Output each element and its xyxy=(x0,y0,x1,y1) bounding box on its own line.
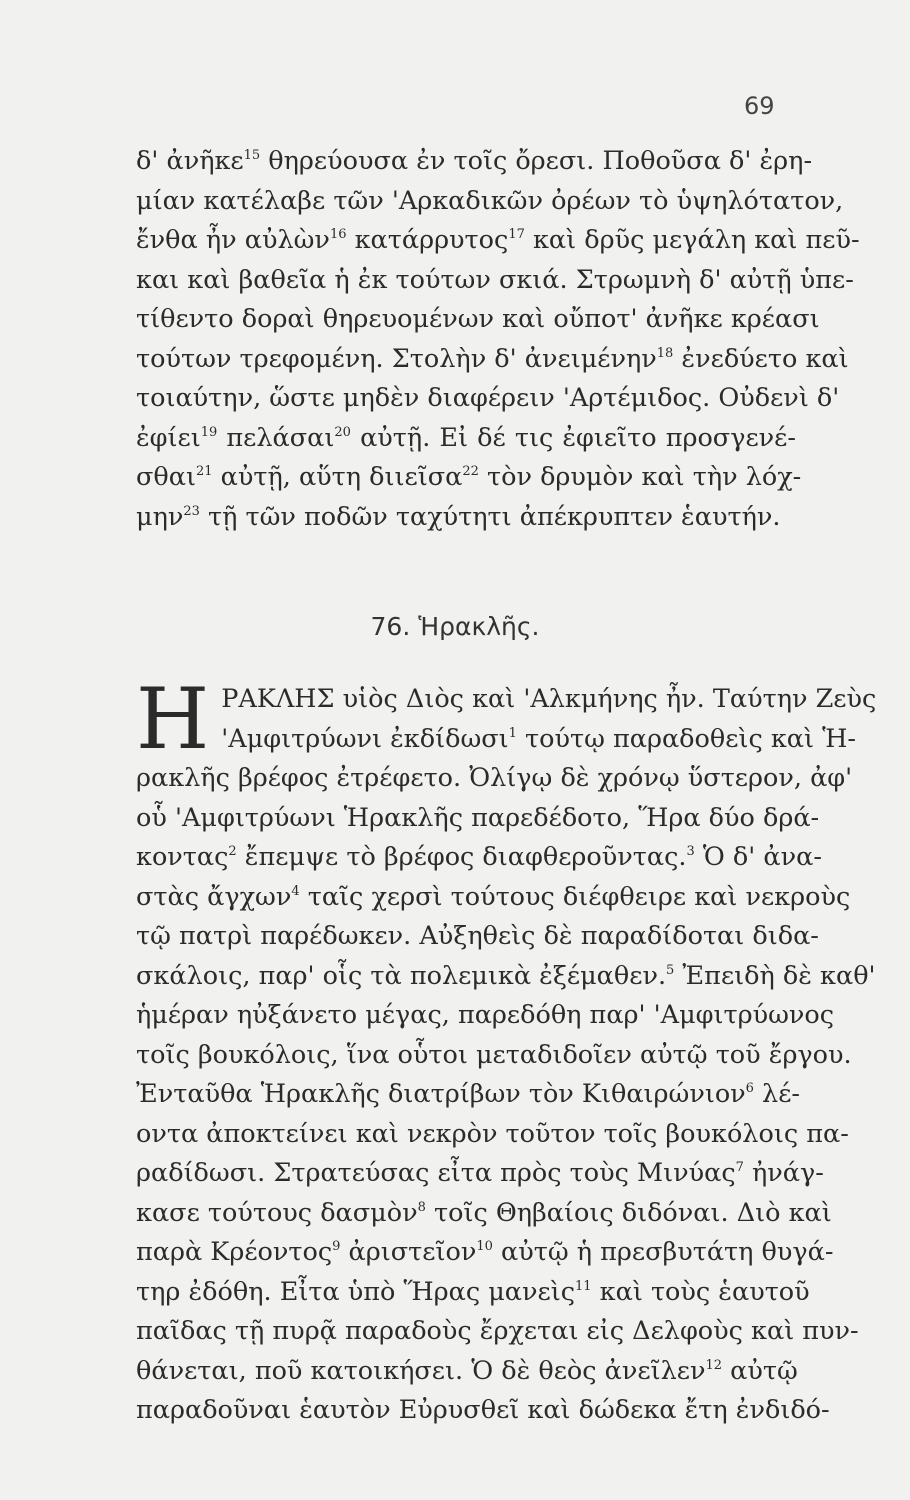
footnote-ref: 12 xyxy=(705,1357,723,1373)
footnote-ref: 5 xyxy=(666,962,675,978)
text-line: ἐφίει$^{19}$ πελάσαι$^{20}$ αὐτῇ. Εἰ δέ τις ἐφιεῖτο προσγενέ- xyxy=(136,422,796,453)
footnote-ref: 11 xyxy=(575,1278,592,1294)
text-line: σθαι$^{21}$ αὐτῇ, αὕτη διιεῖσα$^{22}$ τὸν δρυμὸν καὶ τὴν λόχ- xyxy=(136,462,802,492)
text-line: τοιαύτην, ὥστε μηδὲν διαφέρειν 'Αρτέμιδος. Οὐδενὶ δ' xyxy=(136,383,840,413)
text-line: μίαν κατέλαβε τῶν 'Αρκαδικῶν ὀρέων τὸ ὑψηλότατον, xyxy=(136,185,844,216)
footnote-ref: 21 xyxy=(195,464,213,479)
text-line: σκάλοις, παρ' οἷς τὰ πολεμικὰ ἐξέμαθεν.$^5$ Ἐπειδὴ δὲ καθ' xyxy=(136,960,876,991)
text-line: οντα ἀποκτείνει καὶ νεκρὸν τοῦτον τοῖς βουκόλοις πα- xyxy=(136,1118,849,1149)
text-line: ἔνθα ἦν αὐλὼν$^{16}$ κατάρρυτος$^{17}$ καὶ δρῦς μεγάλη καὶ πεῦ- xyxy=(136,225,860,255)
text-line: ΡΑΚΛΗΣ υἱὸς Διὸς καὶ 'Αλκμήνης ἦν. Ταύτην Ζεὺς xyxy=(221,684,877,714)
footnote-ref: 16 xyxy=(329,227,347,242)
text-line: παῖδας τῇ πυρᾷ παραδοὺς ἔρχεται εἰς Δελφοὺς καὶ πυν- xyxy=(136,1316,859,1346)
text-line: τηρ ἐδόθη. Εἶτα ὑπὸ Ἥρας μανεὶς$^{11}$ καὶ τοὺς ἑαυτοῦ xyxy=(136,1276,810,1307)
paragraph-2 xyxy=(136,670,877,1431)
text-line: ραδίδωσι. Στρατεύσας εἶτα πρὸς τοὺς Μινύας$^7$ ἠνάγ- xyxy=(136,1158,824,1188)
text-line: θάνεται, ποῦ κατοικήσει. Ὁ δὲ θεὸς ἀνεῖλεν$^{12}$ αὐτῷ xyxy=(136,1355,798,1386)
footnote-ref: 4 xyxy=(291,883,300,899)
footnote-ref: 19 xyxy=(200,424,218,440)
page-number: 69 xyxy=(744,92,775,120)
text-line: δ' ἀνῆκε$^{15}$ θηρεύουσα ἐν τοῖς ὄρεσι. Ποθοῦσα δ' ἐρη- xyxy=(136,146,813,176)
text-line: Ἐνταῦθα Ἡρακλῆς διατρίβων τὸν Κιθαιρώνιον$^6$ λέ- xyxy=(136,1079,801,1109)
text-line: οὗ 'Αμφιτρύωνι Ἡρακλῆς παρεδέδοτο, Ἥρα δύο δρά- xyxy=(136,802,820,833)
footnote-ref: 18 xyxy=(656,345,674,361)
footnote-ref: 15 xyxy=(243,148,261,163)
text-line: στὰς ἄγχων$^4$ ταῖς χερσὶ τούτους διέφθειρε καὶ νεκροὺς xyxy=(136,881,851,912)
text-line: παραδοῦναι ἑαυτὸν Εὐρυσθεῖ καὶ δώδεκα ἔτη ἐνδιδό- xyxy=(136,1395,830,1425)
footnote-ref: 2 xyxy=(228,844,237,859)
footnote-ref: 22 xyxy=(462,464,479,479)
drop-cap: Η xyxy=(136,670,210,768)
footnote-ref: 9 xyxy=(332,1239,341,1254)
footnote-ref: 3 xyxy=(686,844,695,859)
footnote-ref: 7 xyxy=(735,1160,744,1175)
text-line: τοῖς βουκόλοις, ἵνα οὗτοι μεταδιδοῖεν αὐτῷ τοῦ ἔργου. xyxy=(136,1039,852,1070)
text-line: 'Αμφιτρύωνι ἐκδίδωσι$^1$ τούτῳ παραδοθεὶς καὶ Ἡ- xyxy=(221,723,857,754)
section-heading: 76. Ἡρακλῆς. xyxy=(370,612,540,641)
text-line: και καὶ βαθεῖα ἡ ἐκ τούτων σκιά. Στρωμνὴ δ' αὐτῇ ὑπε- xyxy=(136,264,854,295)
text-line: κοντας$^2$ ἔπεμψε τὸ βρέφος διαφθεροῦντας.$^3$ Ὁ δ' ἀνα- xyxy=(136,842,822,872)
paragraph-1 xyxy=(136,142,860,537)
footnote-ref: 1 xyxy=(508,725,517,741)
footnote-ref: 6 xyxy=(745,1081,754,1096)
text-line: ἡμέραν ηὐξάνετο μέγας, παρεδόθη παρ' 'Αμφιτρύωνος xyxy=(136,1000,835,1030)
footnote-ref: 20 xyxy=(334,424,351,440)
text-line: τῷ πατρὶ παρέδωκεν. Αὐξηθεὶς δὲ παραδίδοται διδα- xyxy=(136,921,819,951)
footnote-ref: 17 xyxy=(508,227,525,242)
text-line: μην$^{23}$ τῇ τῶν ποδῶν ταχύτητι ἀπέκρυπτεν ἑαυτήν. xyxy=(136,501,781,532)
text-line: τίθεντο δοραὶ θηρευομένων καὶ οὔποτ' ἀνῆκε κρέασι xyxy=(136,304,820,334)
text-line: τούτων τρεφομένη. Στολὴν δ' ἀνειμένην$^{18}$ ἐνεδύετο καὶ xyxy=(136,343,849,374)
footnote-ref: 10 xyxy=(476,1239,493,1254)
text-line: ρακλῆς βρέφος ἐτρέφετο. Ὀλίγῳ δὲ χρόνῳ ὕστερον, ἀφ' xyxy=(136,763,853,793)
text-line: κασε τούτους δασμὸν$^8$ τοῖς Θηβαίοις διδόναι. Διὸ καὶ xyxy=(136,1197,832,1228)
footnote-ref: 23 xyxy=(183,503,200,519)
footnote-ref: 8 xyxy=(417,1199,426,1215)
text-line: παρὰ Κρέοντος$^9$ ἀριστεῖον$^{10}$ αὐτῷ ἡ πρεσβυτάτη θυγά- xyxy=(136,1237,834,1267)
